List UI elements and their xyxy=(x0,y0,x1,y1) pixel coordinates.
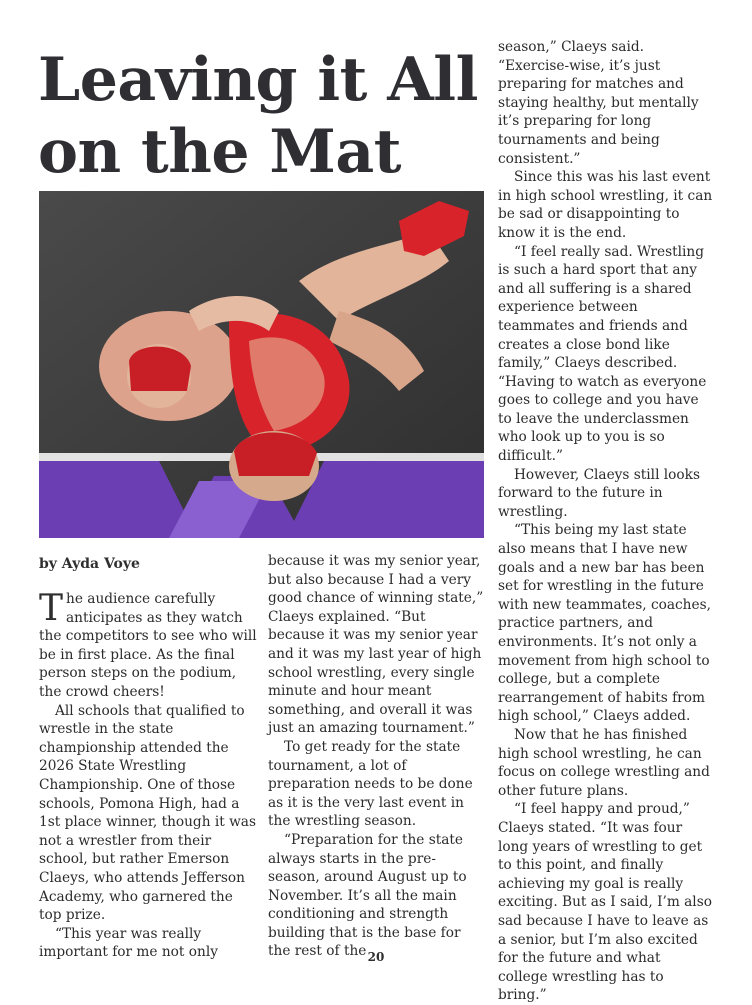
article-photo xyxy=(39,191,484,538)
paragraph: All schools that qualified to wrestle in the state championship attended the 2026 State Wrestling Championship. One of those schools, Pomona High, had a 1st place winner, though it was not a wrestler from their school, but rather Emerson Claeys, who attends Jefferson Academy, who garnered the top prize. xyxy=(39,702,256,924)
paragraph: To get ready for the state tournament, a lot of preparation needs to be done as it is the very last event in the wrestling season. xyxy=(268,738,473,830)
paragraph: “I feel really sad. Wrestling is such a hard sport that any and all suffering is a shared experience between teammates and friends and creates a close bond like family,” Claeys described. “Having to watch as everyone goes to college and you have to leave the underclassmen who look up to you is so difficult.” xyxy=(498,243,707,465)
paragraph: “I feel happy and proud,” Claeys stated. “It was four long years of wrestling to get to this point, and finally achieving my goal is really exciting. But as I said, I’m also sad because I have to leave as a senior, but I’m also excited for the future and what college wrestling has to bring.” xyxy=(498,801,712,1004)
page-number: 20 xyxy=(367,950,385,964)
paragraph: “Preparation for the state always starts in the pre-season, around August up to November. It’s all the main conditioning and strength building that is the base for the rest of the xyxy=(268,831,467,960)
paragraph: “This being my last state also means that I have new goals and a new bar has been set for wrestling in the future with new teammates, coaches, practice partners, and environments. It’s not only a movement from high school to college, but a complete rearrangement of habits from high school,” Claeys added. xyxy=(498,522,711,725)
article-column-3 xyxy=(498,38,714,1005)
paragraph: Since this was his last event in high school wrestling, it can be sad or disappointing to know it is the end. xyxy=(498,169,713,241)
paragraph: Now that he has finished high school wrestling, he can focus on college wrestling and other future plans. xyxy=(498,726,710,799)
wrestling-photo-illustration xyxy=(39,191,484,538)
article-title: Leaving it All on the Mat xyxy=(38,45,478,187)
paragraph: The audience carefully anticipates as they watch the competitors to see who will be in first place. As the final person steps on the podium, the crowd cheers! xyxy=(39,588,257,700)
paragraph: However, Claeys still looks forward to the future in wrestling. xyxy=(498,466,700,520)
paragraph: season,” Claeys said. “Exercise-wise, it’s just preparing for matches and staying healthy, but mentally it’s preparing for long tournaments and being consistent.” xyxy=(498,39,699,167)
article-column-2 xyxy=(268,552,484,961)
article-column-1 xyxy=(39,590,257,962)
byline: by Ayda Voye xyxy=(39,556,140,572)
paragraph: “This year was really important for me not only xyxy=(39,925,218,961)
paragraph: because it was my senior year, but also because I had a very good chance of winning state,” Claeys explained. “But because it was my senior year and it was my last year of high school wrestling, every single minute and hour meant something, and overall it was just an amazing tournament.” xyxy=(268,553,484,737)
drop-cap: T xyxy=(39,588,64,629)
